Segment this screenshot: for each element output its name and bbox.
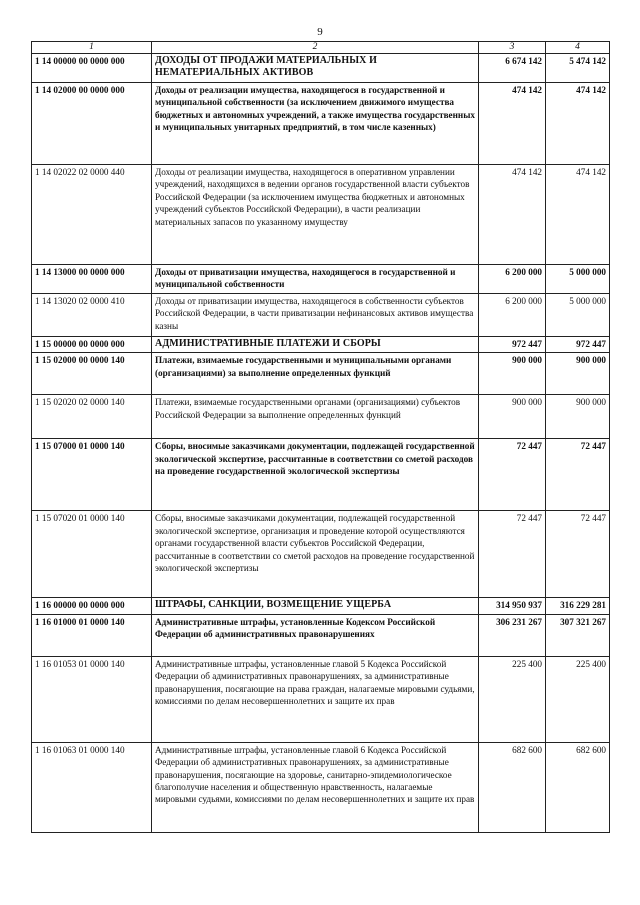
column-number-row — [32, 42, 610, 54]
row-name: Доходы от приватизации имущества, находящегося в собственности субъектов Российской Федерации, в части приватизации нефинансовых активов имущества казны — [152, 294, 479, 337]
row-name: ДОХОДЫ ОТ ПРОДАЖИ МАТЕРИАЛЬНЫХ И НЕМАТЕРИАЛЬНЫХ АКТИВОВ — [152, 54, 479, 83]
row-value-col3: 972 447 — [479, 337, 546, 353]
row-value-col3: 6 200 000 — [479, 294, 546, 337]
table-row — [32, 165, 610, 265]
row-value-col4: 307 321 267 — [546, 614, 610, 656]
row-code: 1 15 07020 01 0000 140 — [32, 511, 152, 598]
row-code: 1 15 00000 00 0000 000 — [32, 337, 152, 353]
row-value-col4: 5 000 000 — [546, 265, 610, 294]
row-value-col3: 900 000 — [479, 395, 546, 439]
row-value-col4: 225 400 — [546, 656, 610, 742]
table-row — [32, 337, 610, 353]
column-number-2: 2 — [152, 42, 479, 54]
row-code: 1 16 01053 01 0000 140 — [32, 656, 152, 742]
row-value-col4: 972 447 — [546, 337, 610, 353]
row-code: 1 14 02000 00 0000 000 — [32, 83, 152, 165]
row-name: Административные штрафы, установленные главой 6 Кодекса Российской Федерации об административных правонарушениях, за административные правонарушения, посягающие на здоровье, санитарно-эпидемиологическое благополучие населения и общественную нравственность, налагаемые мировыми судьями, комиссиями по делам несовершеннолетних и защите их прав — [152, 742, 479, 832]
column-number-4: 4 — [546, 42, 610, 54]
row-name: Доходы от приватизации имущества, находящегося в государственной и муниципальной собственности — [152, 265, 479, 294]
table-row — [32, 598, 610, 614]
row-name: Доходы от реализации имущества, находящегося в государственной и муниципальной собственности (за исключением движимого имущества бюджетных и автономных учреждений, а также имущества государственных и муниципальных унитарных предприятий, в том числе казенных) — [152, 83, 479, 165]
row-value-col4: 72 447 — [546, 511, 610, 598]
row-value-col3: 6 200 000 — [479, 265, 546, 294]
table-row — [32, 353, 610, 395]
row-value-col3: 474 142 — [479, 83, 546, 165]
row-value-col3: 72 447 — [479, 511, 546, 598]
column-number-1: 1 — [32, 42, 152, 54]
row-name: Платежи, взимаемые государственными органами (организациями) субъектов Российской Федерации за выполнение определенных функций — [152, 395, 479, 439]
row-name: ШТРАФЫ, САНКЦИИ, ВОЗМЕЩЕНИЕ УЩЕРБА — [152, 598, 479, 614]
row-code: 1 16 01063 01 0000 140 — [32, 742, 152, 832]
row-code: 1 15 07000 01 0000 140 — [32, 439, 152, 511]
row-value-col3: 306 231 267 — [479, 614, 546, 656]
table-row — [32, 742, 610, 832]
budget-revenue-table — [31, 41, 610, 833]
row-value-col4: 682 600 — [546, 742, 610, 832]
row-value-col3: 900 000 — [479, 353, 546, 395]
row-value-col4: 474 142 — [546, 83, 610, 165]
row-value-col3: 474 142 — [479, 165, 546, 265]
row-name: Административные штрафы, установленные Кодексом Российской Федерации об административных правонарушениях — [152, 614, 479, 656]
column-number-3: 3 — [479, 42, 546, 54]
row-name: Сборы, вносимые заказчиками документации, подлежащей государственной экологической экспертизе, рассчитанные в соответствии со сметой расходов на проведение государственной экологической экспертизы — [152, 439, 479, 511]
row-code: 1 14 13020 02 0000 410 — [32, 294, 152, 337]
table-row — [32, 294, 610, 337]
row-name: Сборы, вносимые заказчиками документации, подлежащей государственной экологической экспертизе, организация и проведение которой осуществляются органами государственной власти субъектов Российской Федерации, рассчитанные в соответствии со сметой расходов на проведение государственной экологической экспертизы — [152, 511, 479, 598]
row-value-col4: 316 229 281 — [546, 598, 610, 614]
row-value-col4: 5 000 000 — [546, 294, 610, 337]
row-value-col4: 5 474 142 — [546, 54, 610, 83]
row-value-col4: 900 000 — [546, 353, 610, 395]
row-value-col4: 474 142 — [546, 165, 610, 265]
table-row — [32, 265, 610, 294]
row-name: АДМИНИСТРАТИВНЫЕ ПЛАТЕЖИ И СБОРЫ — [152, 337, 479, 353]
row-code: 1 16 00000 00 0000 000 — [32, 598, 152, 614]
table-row — [32, 54, 610, 83]
row-code: 1 14 02022 02 0000 440 — [32, 165, 152, 265]
row-value-col4: 72 447 — [546, 439, 610, 511]
row-value-col3: 682 600 — [479, 742, 546, 832]
row-value-col3: 6 674 142 — [479, 54, 546, 83]
row-code: 1 15 02000 00 0000 140 — [32, 353, 152, 395]
row-value-col3: 225 400 — [479, 656, 546, 742]
row-name: Доходы от реализации имущества, находящегося в оперативном управлении учреждений, находящихся в ведении органов государственной власти субъектов Российской Федерации (за исключением имущества бюджетных и автономных учреждений субъектов Российской Федерации), в части реализации материальных запасов по указанному имуществу — [152, 165, 479, 265]
table-row — [32, 511, 610, 598]
row-code: 1 16 01000 01 0000 140 — [32, 614, 152, 656]
page-number: 9 — [317, 26, 323, 38]
table-row — [32, 614, 610, 656]
row-code: 1 15 02020 02 0000 140 — [32, 395, 152, 439]
table-row — [32, 83, 610, 165]
row-code: 1 14 00000 00 0000 000 — [32, 54, 152, 83]
table-row — [32, 656, 610, 742]
row-name: Административные штрафы, установленные главой 5 Кодекса Российской Федерации об административных правонарушениях, за административные правонарушения, посягающие на права граждан, налагаемые мировыми судьями, комиссиями по делам несовершеннолетних и защите их прав — [152, 656, 479, 742]
row-name: Платежи, взимаемые государственными и муниципальными органами (организациями) за выполнение определенных функций — [152, 353, 479, 395]
row-value-col3: 314 950 937 — [479, 598, 546, 614]
row-code: 1 14 13000 00 0000 000 — [32, 265, 152, 294]
row-value-col4: 900 000 — [546, 395, 610, 439]
row-value-col3: 72 447 — [479, 439, 546, 511]
table-row — [32, 439, 610, 511]
table-row — [32, 395, 610, 439]
